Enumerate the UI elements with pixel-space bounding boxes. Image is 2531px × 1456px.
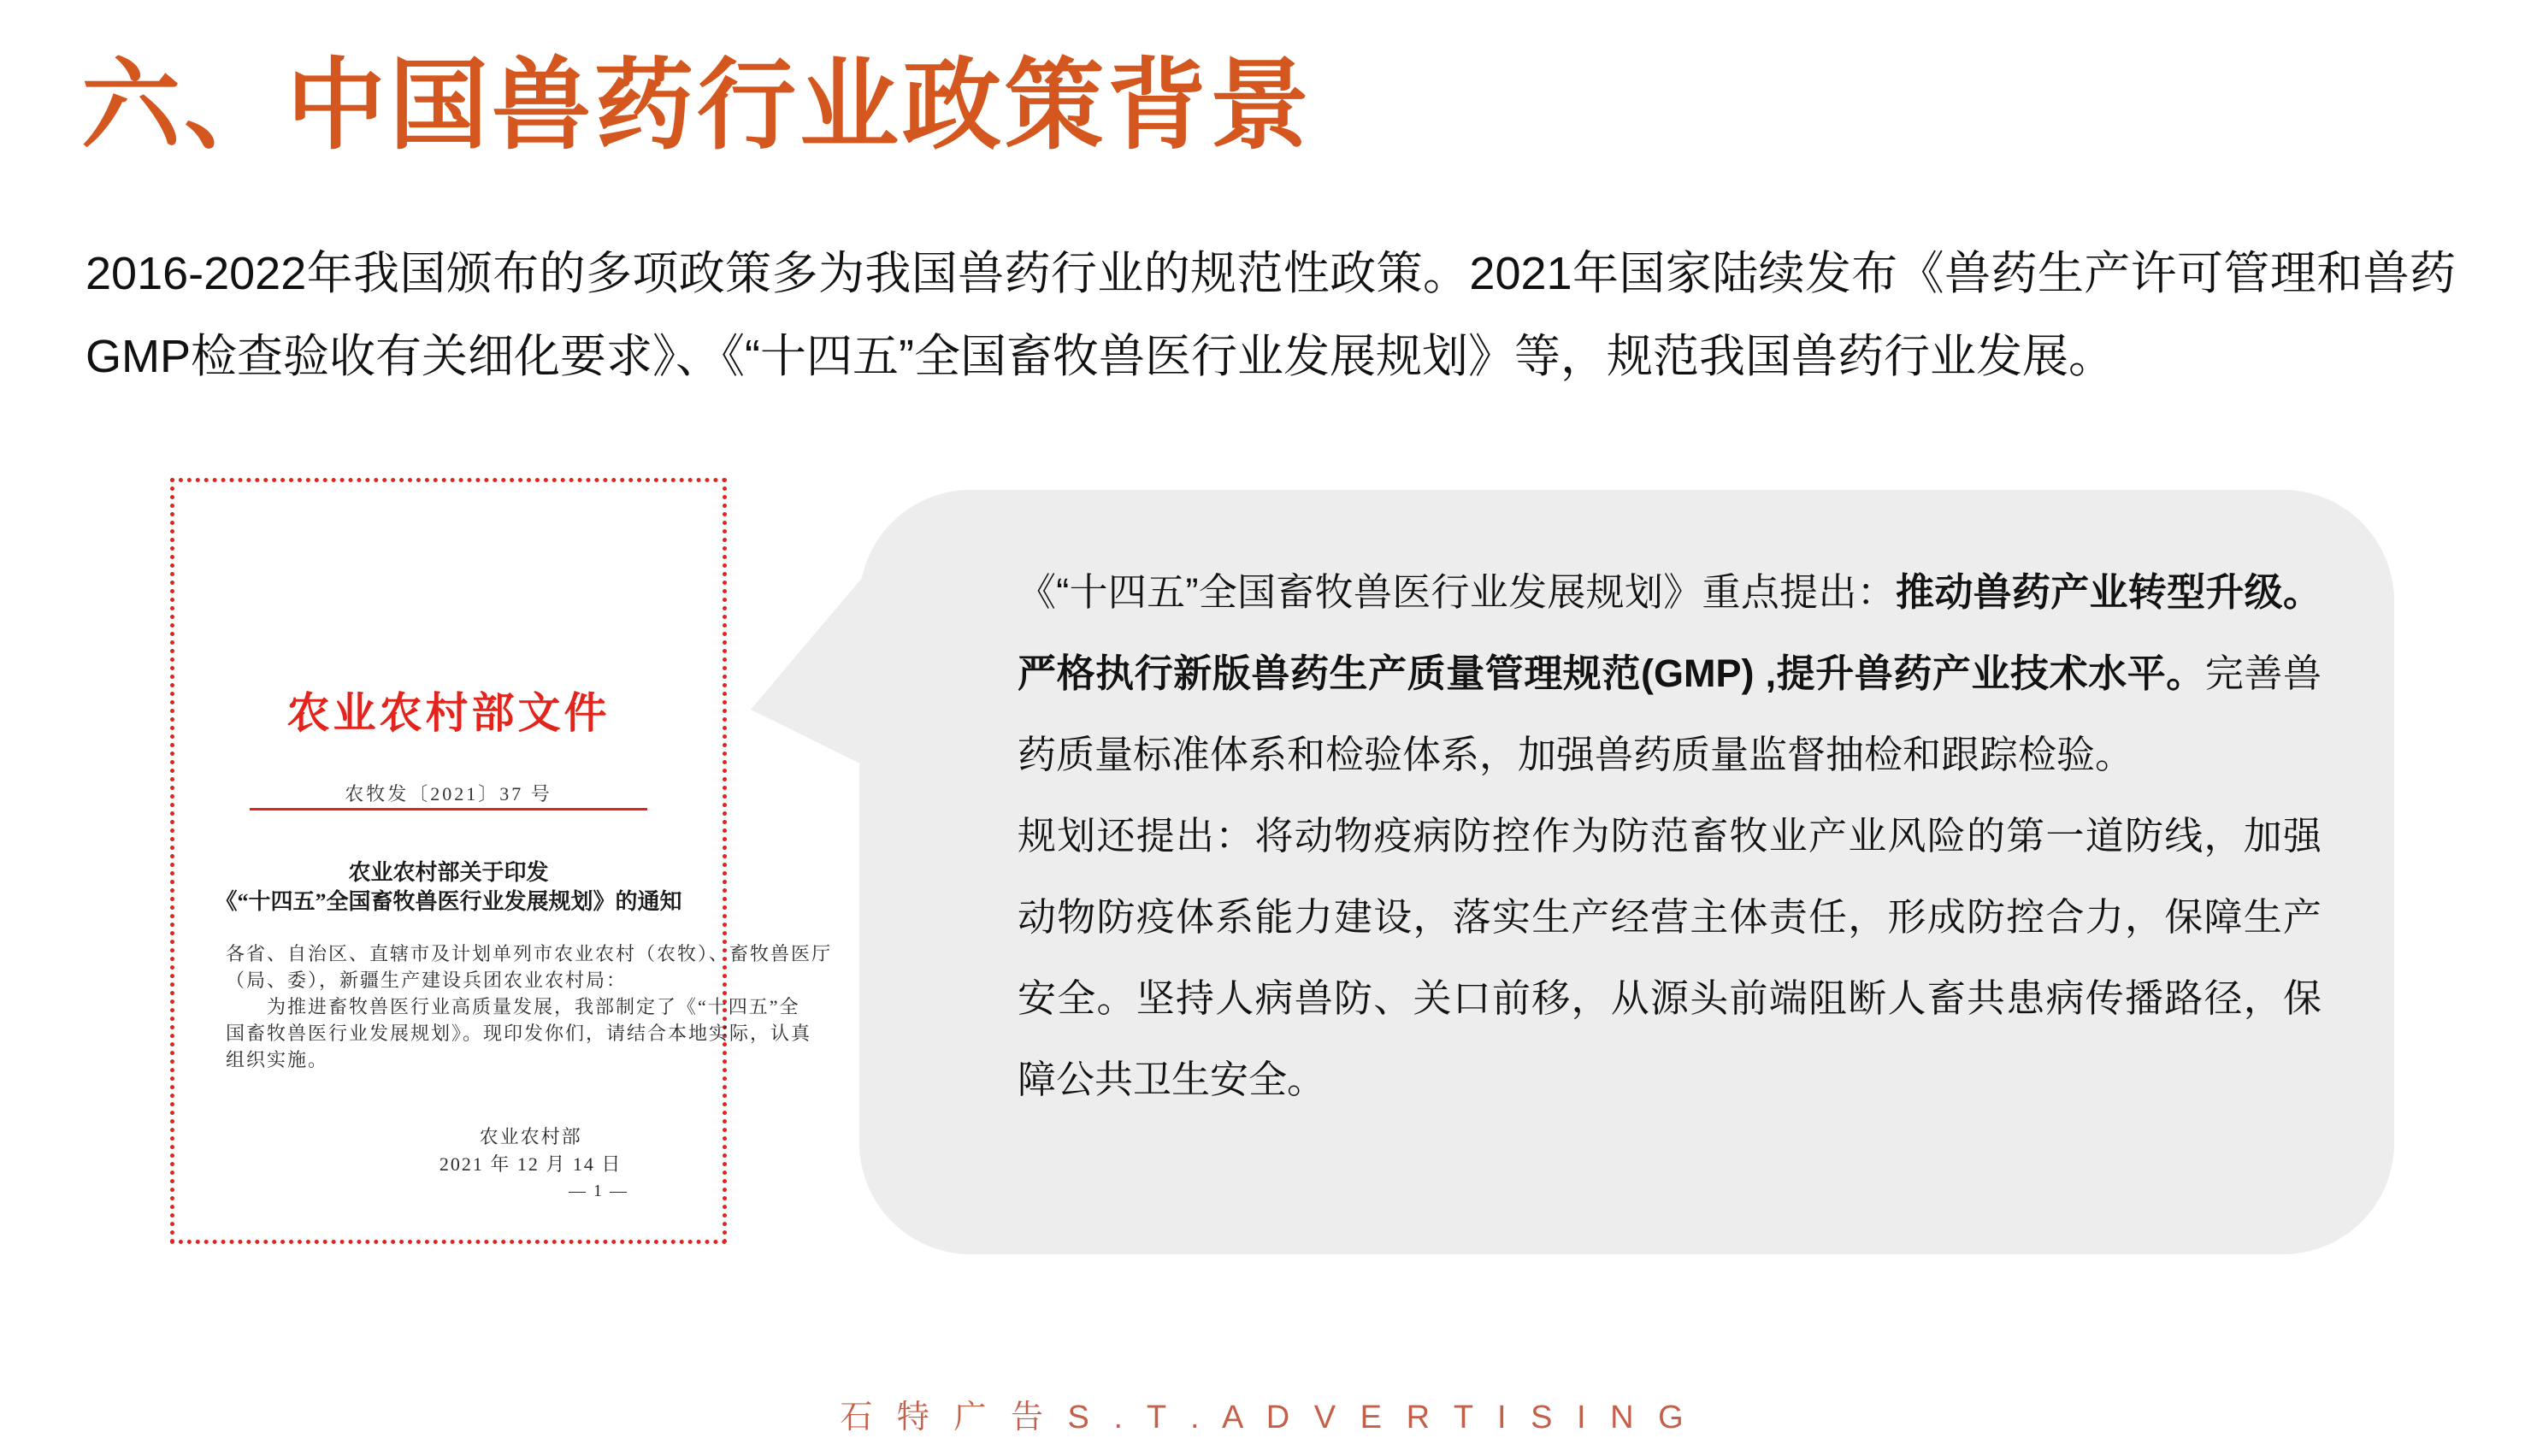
document-letterhead: 农业农村部文件 (286, 689, 611, 737)
document-body-line: 各省、自治区、直辖市及计划单列市农业农村（农牧）、畜牧兽医厅 (226, 943, 833, 964)
document-title (174, 858, 723, 917)
bubble-text-segment: 完善兽药质量标准体系和检验体系，加强兽药质量监督抽检和跟踪检验。 (1018, 651, 2322, 776)
document-signature-block (372, 1123, 690, 1178)
footer-brand: 石 特 广 告 S . T . A D V E R T I S I N G (840, 1400, 1691, 1435)
document-title-line2: 《“十四五”全国畜牧兽医行业发展规划》的通知 (215, 889, 682, 914)
document-signature: 农业农村部 (479, 1126, 582, 1147)
document-body (226, 940, 833, 1073)
document-page-number: — 1 — (569, 1182, 628, 1200)
document-date: 2021 年 12 月 14 日 (439, 1153, 622, 1175)
document-number: 农牧发〔2021〕37 号 (345, 783, 552, 805)
document-rule-line (250, 808, 647, 811)
intro-paragraph: 2016-2022年我国颁布的多项政策多为我国兽药行业的规范性政策。2021年国家陆续发布《兽药生产许可管理和兽药GMP检查验收有关细化要求》、《“十四五”全国畜牧兽医行业发展规划》等，规范我国兽药行业发展。 (86, 248, 2456, 382)
speech-bubble-text (1018, 551, 2322, 1120)
bubble-paragraph (1018, 795, 2322, 1120)
bubble-text-segment: 推动兽药产业转型升级。 严格执行新版兽药生产质量管理规范(GMP) ,提升兽药产业技术水平。 (1018, 570, 2322, 695)
bubble-paragraph (1018, 551, 2322, 795)
official-document-image (170, 478, 833, 1244)
document-body-line: （局、委），新疆生产建设兵团农业农村局： (226, 970, 628, 991)
document-body-line: 组织实施。 (226, 1049, 329, 1070)
document-body-line: 国畜牧兽医行业发展规划》。现印发你们，请结合本地实际，认真 (226, 1023, 812, 1044)
bubble-text-segment: 《“十四五”全国畜牧兽医行业发展规划》重点提出： (1018, 570, 1897, 614)
page-title: 六、中国兽药行业政策背景 (81, 50, 1313, 161)
document-title-line1: 农业农村部关于印发 (348, 860, 549, 885)
document-body-line: 为推进畜牧兽医行业高质量发展，我部制定了《“十四五”全 (226, 996, 800, 1017)
bubble-text-segment: 规划还提出：将动物疫病防控作为防范畜牧业产业风险的第一道防线，加强动物防疫体系能力建设，落实生产经营主体责任，形成防控合力，保障生产安全。坚持人病兽防、关口前移，从源头前端阻断人畜共患病传播路径，保障公共卫生安全。 (1018, 814, 2322, 1101)
